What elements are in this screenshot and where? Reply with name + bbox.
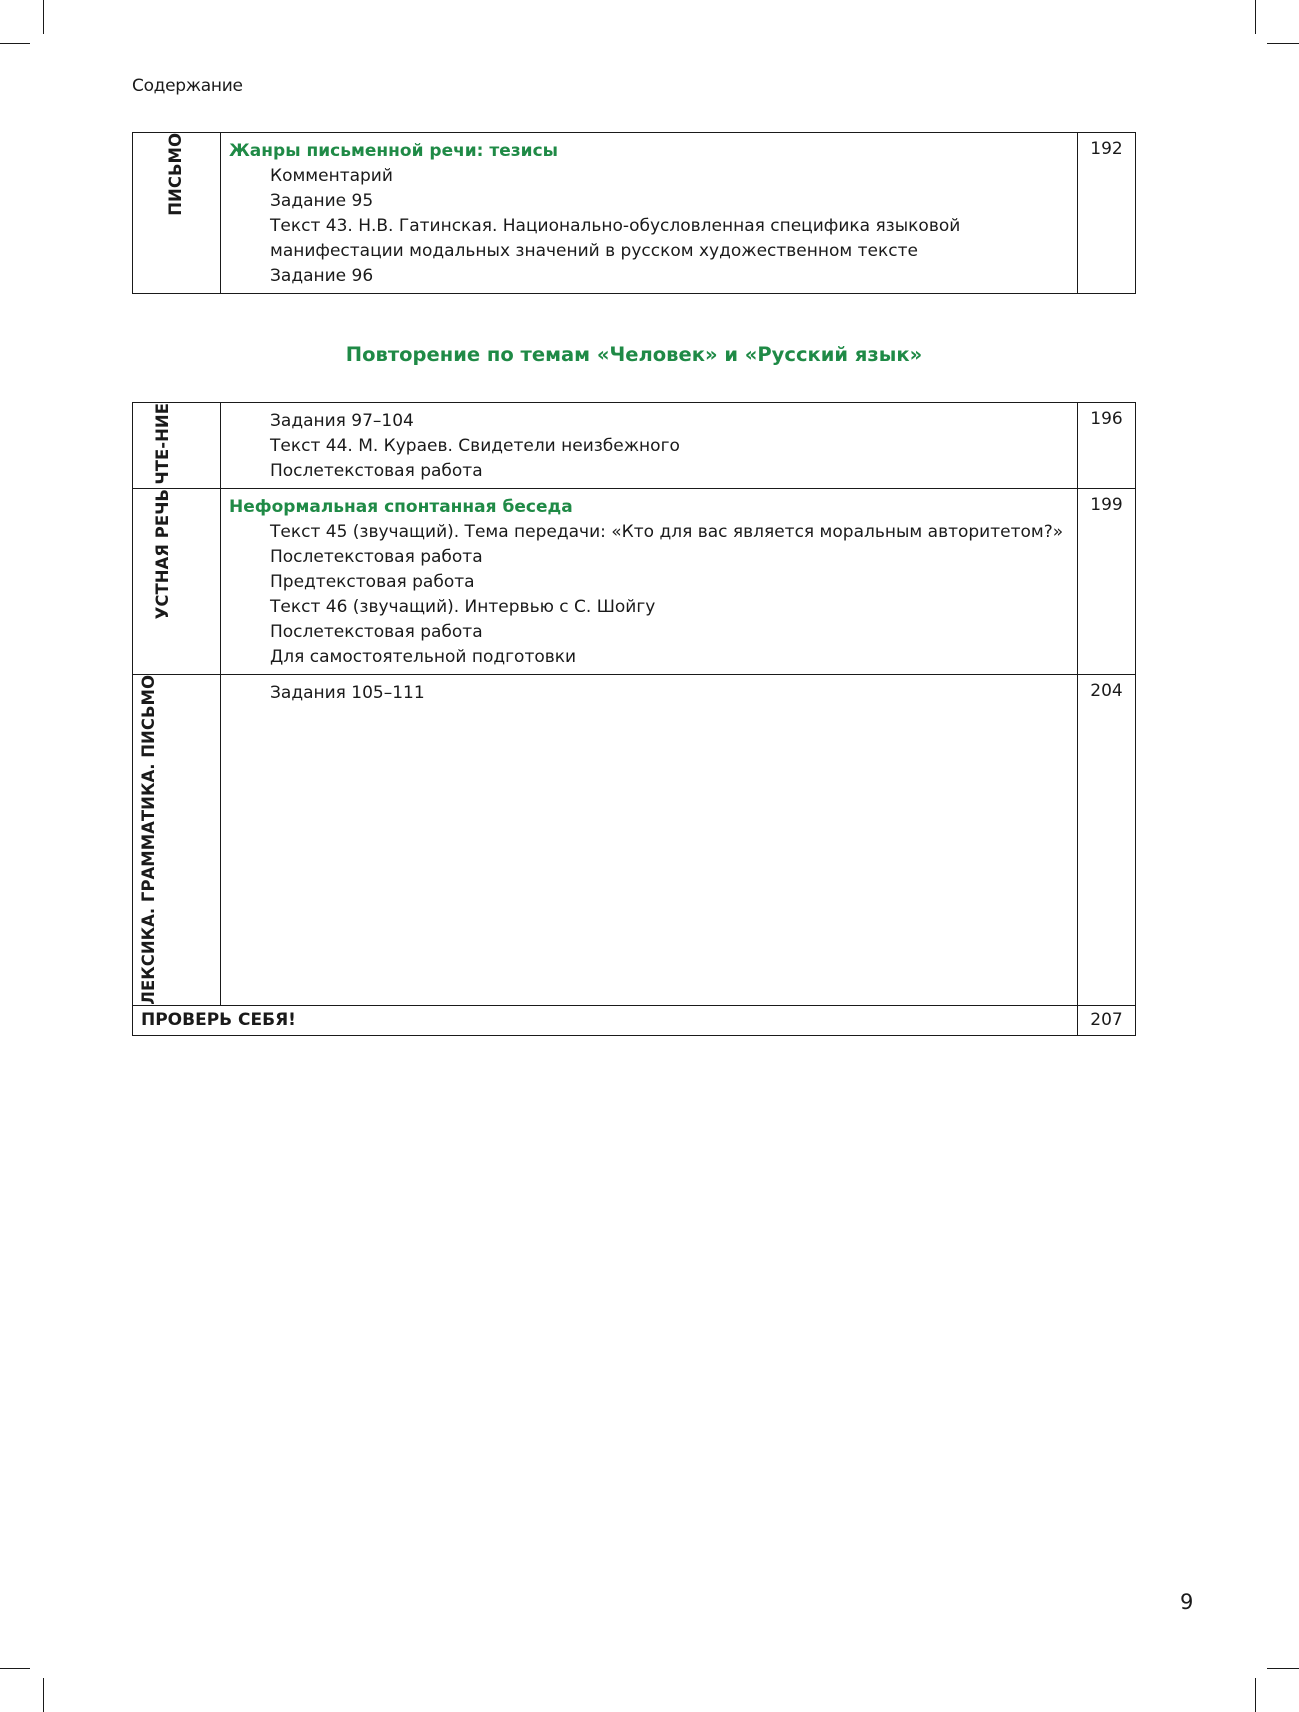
section-side-cell [133, 675, 221, 1006]
toc-item: Текст 44. М. Кураев. Свидетели неизбежного [270, 436, 680, 456]
self-check-label: ПРОВЕРЬ СЕБЯ! [133, 1005, 1078, 1035]
crop-mark [1267, 43, 1299, 44]
crop-mark [43, 0, 44, 34]
toc-page-number: 192 [1078, 133, 1136, 294]
toc-item: Послетекстовая работа [270, 547, 483, 567]
crop-mark [43, 1678, 44, 1712]
toc-topic-heading: Жанры письменной речи: тезисы [229, 141, 559, 161]
section-heading: Повторение по темам «Человек» и «Русский язык» [345, 343, 923, 366]
toc-page-number: 207 [1078, 1005, 1136, 1035]
toc-item: Задание 96 [270, 266, 374, 286]
toc-topic-heading: Неформальная спонтанная беседа [229, 497, 573, 517]
toc-table-writing [132, 132, 1136, 294]
toc-item: Комментарий [270, 166, 393, 186]
section-side-label: ЧТЕ-НИЕ [152, 403, 172, 485]
crop-mark [1255, 0, 1256, 34]
section-side-label: ЛЕКСИКА. ГРАММАТИКА. ПИСЬМО [138, 675, 158, 1005]
toc-item: Задание 95 [270, 191, 374, 211]
toc-row [133, 675, 1136, 1006]
toc-row [133, 489, 1136, 675]
toc-page-number: 199 [1078, 489, 1136, 675]
toc-table-review [132, 402, 1136, 1036]
toc-item: Задания 97–104 [270, 411, 414, 431]
section-side-label: УСТНАЯ РЕЧЬ [152, 489, 172, 620]
toc-item: Предтекстовая работа [270, 572, 475, 592]
toc-item: Послетекстовая работа [270, 622, 483, 642]
toc-item: Послетекстовая работа [270, 461, 483, 481]
section-side-label: ПИСЬМО [166, 133, 186, 216]
crop-mark [1255, 1678, 1256, 1712]
toc-item: Текст 45 (звучащий). Тема передачи: «Кто для вас является моральным авторитетом?» [270, 522, 1064, 542]
toc-page-number: 196 [1078, 403, 1136, 489]
toc-item: Текст 46 (звучащий). Интервью с С. Шойгу [270, 597, 656, 617]
toc-content-cell [221, 403, 1078, 489]
toc-content-cell [221, 133, 1078, 294]
crop-mark [1267, 1668, 1299, 1669]
toc-item: Для самостоятельной подготовки [270, 647, 577, 667]
page-number: 9 [1180, 1590, 1194, 1614]
section-side-cell [133, 133, 221, 294]
toc-item: Текст 43. Н.В. Гатинская. Национально-обусловленная специфика языковой манифестации модальных значений в русском художественном тексте [270, 216, 961, 261]
toc-row [133, 403, 1136, 489]
toc-page-number: 204 [1078, 675, 1136, 1006]
crop-mark [0, 1668, 30, 1669]
toc-content-cell [221, 675, 1078, 1006]
toc-item: Задания 105–111 [270, 683, 425, 703]
crop-mark [0, 43, 30, 44]
toc-row [133, 1005, 1136, 1035]
running-header: Содержание [132, 76, 243, 96]
toc-row [133, 133, 1136, 294]
toc-content-cell [221, 489, 1078, 675]
section-side-cell [133, 489, 221, 675]
section-side-cell [133, 403, 221, 489]
